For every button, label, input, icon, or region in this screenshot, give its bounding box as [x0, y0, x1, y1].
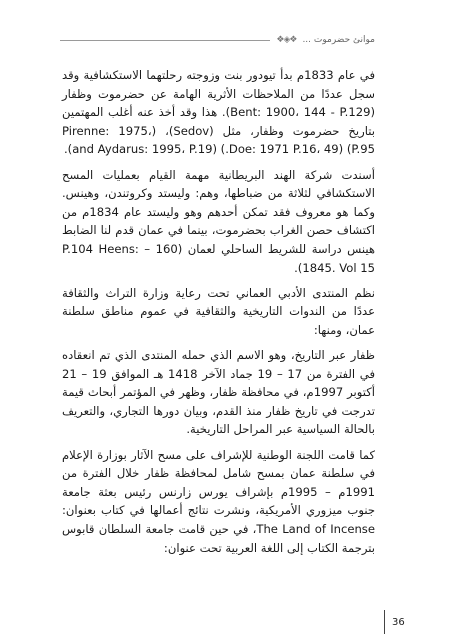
paragraph-national-committee: كما قامت اللجنة الوطنية للإشراف على مسح الآثار بوزارة الإعلام في سلطنة عمان بمسح شامل لمحافظة ظفار خلال الفترة من 1991م – 1995م بإشراف يورس زارنس رئيس بعثة جامعة جنوب ميزوري الأمريكية، ونشرت نتائج أعمالها في كتاب بعنوان: The Land of Incense، في حين قامت جامعة السلطان قابوس بترجمة الكتاب إلى اللغة العربية تحت عنوان: — [62, 447, 375, 555]
page-number-divider — [384, 610, 385, 634]
header-rule — [60, 40, 270, 41]
paragraph-dhofar-history: ظفار عبر التاريخ، وهو الاسم الذي حمله المنتدى الذي تم انعقاده في الفترة من 17 – 19 جماد الآخر 1418 هـ الموافق 19 – 21 أكتوبر 1997م، في محافظة ظفار، وظهر في المؤتمر أبحاث قيمة تدرجت في تاريخ ظفار منذ القدم، وبيان دورها التجاري، والتعريف بالحالة السياسية عبر المراحل التاريخية. — [62, 348, 375, 437]
paragraph-survey: أسندت شركة الهند البريطانية مهمة القيام بعمليات المسح الاستكشافي لثلاثة من ضباطها، وهم: وليستد وكروتندن، وهينس. وكما هو معروف فقد تمكن أحدهم وهو وليستد عام 1834م من اكتشاف حصن الغراب بحضرموت، بينما في عمان قدم لنا الضابط هينس دراسة للشريط الساحلي لعمان (160 – P.104 Heens: 1845. Vol 15). — [62, 167, 375, 275]
ornament-icon: ❖◈❖ — [276, 35, 297, 45]
paragraph-forum: نظم المنتدى الأدبي العماني تحت رعاية وزارة التراث والثقافة عددًا من الندوات التاريخية والثقافية في عموم مناطق سلطنة عمان، ومنها: — [62, 285, 375, 337]
running-header-title: موانئ حضرموت ... — [302, 35, 375, 45]
paragraph-bent: في عام 1833م بدأ تيودور بنت وزوجته رحلتهما الاستكشافية وقد سجل عددًا من الملاحظات الأثرية الهامة عن حضرموت وظفار (Bent: 1900، 144 - P.129). هذا وقد أخذ عنه أغلب المهتمين بتاريخ حضرموت وظفار، مثل (Sedov)، (Pirenne: 1975، P.95) (Doe: 1971 P.16، 49.) (and Aydarus: 1995، P.19). — [62, 68, 376, 157]
running-header — [60, 30, 375, 50]
page-number: 36 — [392, 617, 405, 628]
body-text — [62, 66, 375, 564]
